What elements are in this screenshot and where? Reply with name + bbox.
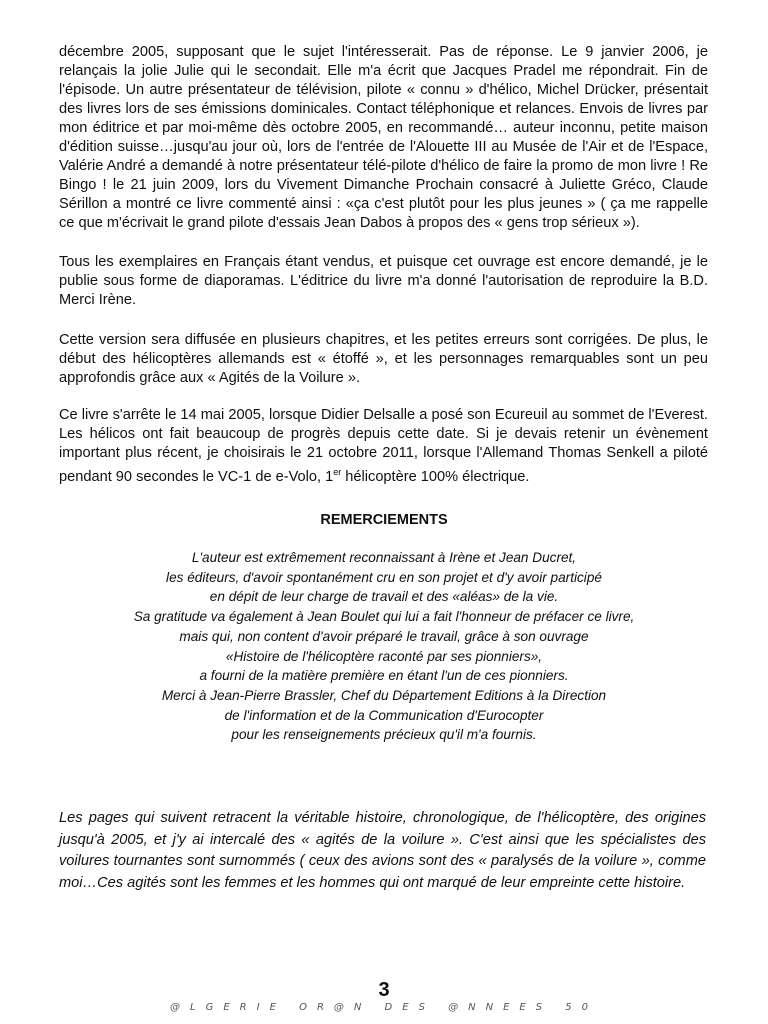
ack-line: en dépit de leur charge de travail et des «aléas» de la vie. <box>209 589 559 605</box>
acknowledgements-block <box>0 548 768 745</box>
ack-line: L'auteur est extrêmement reconnaissant à Irène et Jean Ducret, <box>191 550 577 565</box>
footer-text: @LGERIE OR@N DES @NNEES 50 <box>170 1002 598 1013</box>
paragraph-3: Cette version sera diffusée en plusieurs chapitres, et les petites erreurs sont corrigées. De plus, le début des hélicoptères allemands est « étoffé », et les personnages remarquables sont un peu approfondis grâce aux « Agités de la Voilure ». <box>59 332 708 386</box>
ack-line: Sa gratitude va également à Jean Boulet qui lui a fait l'honneur de préfacer ce livre, <box>133 609 635 625</box>
closing-paragraph: Les pages qui suivent retracent la véritable histoire, chronologique, de l'hélicoptère, des origines jusqu'à 2005, et j'y ai intercalé des « agités de la voilure ». C'est ainsi que les spécialistes des voilures tournantes sont surnommés ( ceux des avions sont des « paralysés de la voilure », comme moi…Ces agités sont les femmes et les hommes qui ont marqué de leur empreinte cette histoire. <box>59 810 706 891</box>
ack-line: pour les renseignements précieux qu'il m'a fournis. <box>231 727 537 743</box>
page-number: 3 <box>378 979 390 1001</box>
paragraph-4 <box>59 406 708 487</box>
acknowledgements-title: REMERCIEMENTS <box>320 512 448 528</box>
paragraph-4-text: Ce livre s'arrête le 14 mai 2005, lorsque Didier Delsalle a posé son Ecureuil au sommet de l'Everest. Les hélicos ont fait beaucoup de progrès depuis cette date. Si je devais retenir un évènement important plus récent, je choisirais le 21 octobre 2011, lorsque l'Allemand Thomas Senkell a piloté pendant 90 secondes le VC-1 de e-Volo, 1 <box>59 407 708 485</box>
ack-line: de l'information et de la Communication d'Eurocopter <box>224 707 544 723</box>
ack-line: Merci à Jean-Pierre Brassler, Chef du Département Editions à la Direction <box>161 687 607 703</box>
ordinal-superscript: er <box>333 467 342 477</box>
paragraph-1: décembre 2005, supposant que le sujet l'intéresserait. Pas de réponse. Le 9 janvier 2006, je relançais la jolie Julie qui le secondait. Elle m'a écrit que Jacques Pradel me répondrait. Fin de l'épisode. Un autre présentateur de télévision, pilote « connu » d'hélico, Michel Drücker, présentait des livres lors de ses émissions dominicales. Contact téléphonique et relances. Envois de livres par mon éditrice et par moi-même dès octobre 2005, en recommandé… auteur inconnu, petite maison d'édition suisse…jusqu'au jour où, lors de l'entrée de l'Alouette III au Musée de l'Air et de l'Espace, Valérie André a demandé à notre présentateur télé-pilote d'hélico de faire la promo de mon livre ! Re Bingo ! le 21 juin 2009, lors du Vivement Dimanche Prochain consacré à Juliette Gréco, Claude Sérillon a montré ce livre commenté ainsi : «ça c'est plutôt pour les plus jeunes » ( ça me rappelle ce que m'écrivait le grand pilote d'essais Jean Dabos à propos des « gens trop sérieux »). <box>59 44 708 231</box>
ack-line: mais qui, non content d'avoir préparé le travail, grâce à son ouvrage <box>179 628 589 644</box>
ack-line: «Histoire de l'hélicoptère raconté par ses pionniers», <box>225 648 543 664</box>
paragraph-2: Tous les exemplaires en Français étant vendus, et puisque cet ouvrage est encore demandé, je le publie sous forme de diaporamas. L'éditrice du livre m'a donné l'autorisation de reproduire la B.D. Merci Irène. <box>59 254 708 308</box>
paragraph-4-text-end: hélicoptère 100% électrique. <box>341 468 530 485</box>
ack-line: les éditeurs, d'avoir spontanément cru en son projet et d'y avoir participé <box>166 569 602 585</box>
ack-line: a fourni de la matière première en étant l'un de ces pionniers. <box>199 668 569 684</box>
